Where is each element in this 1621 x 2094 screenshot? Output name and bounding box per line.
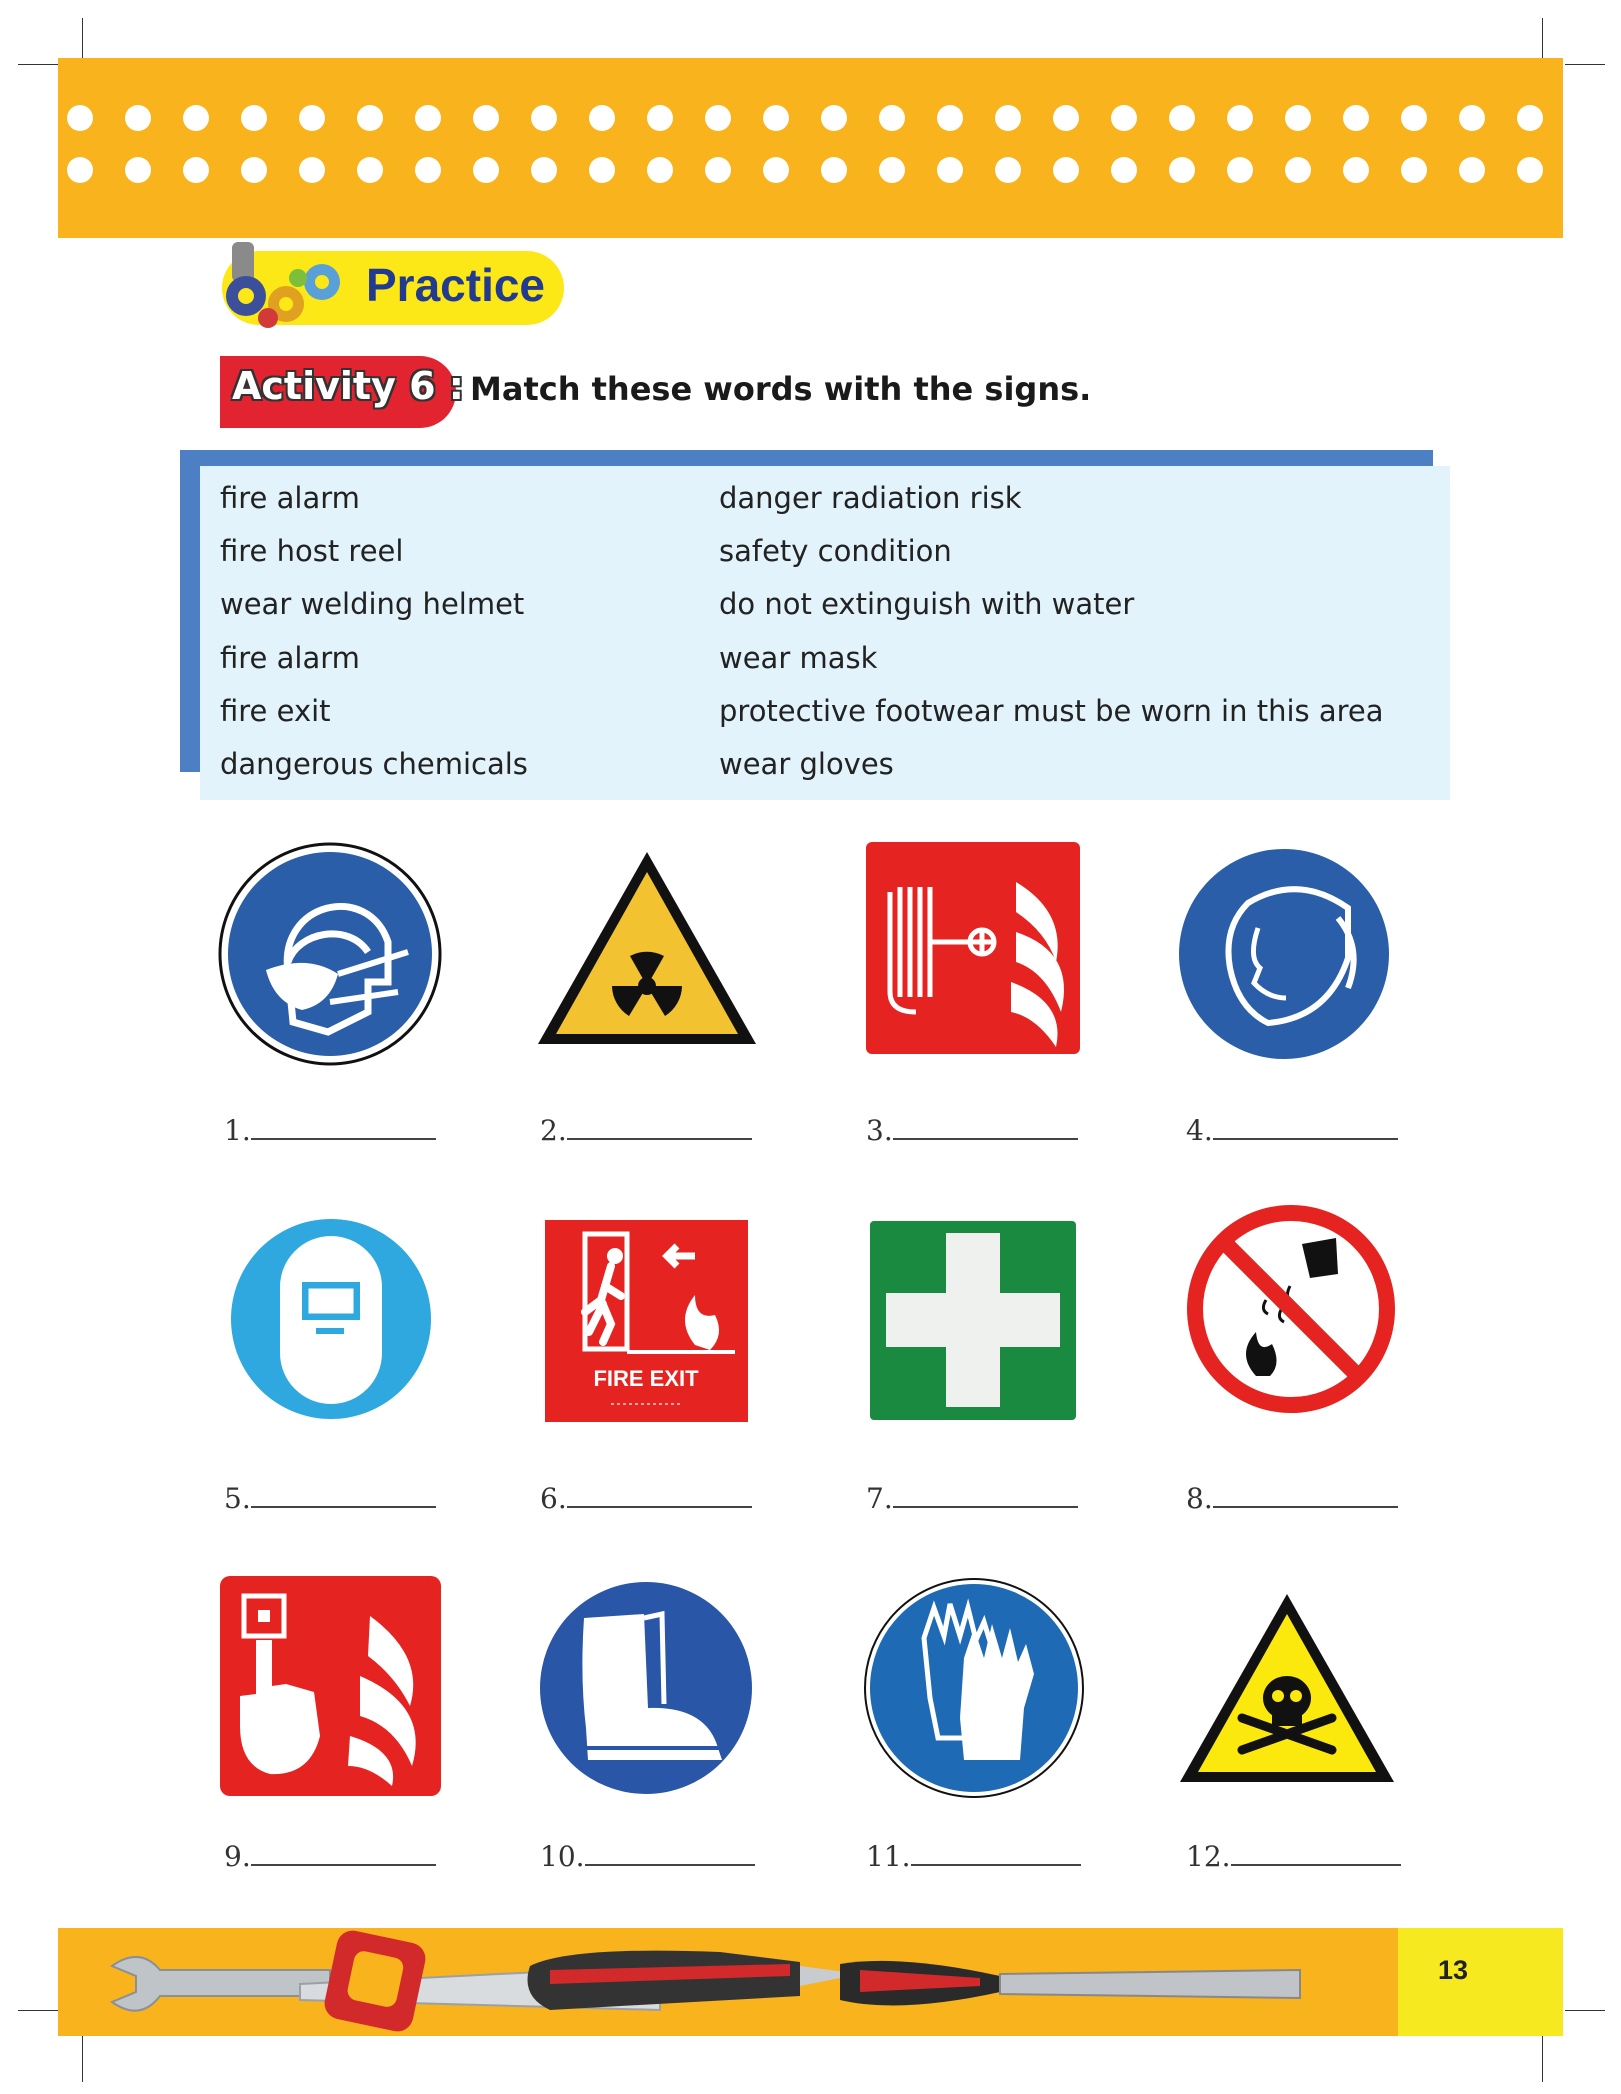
banner-dot <box>937 157 963 183</box>
activity-label: Activity 6 : <box>232 364 464 408</box>
answer-line <box>251 1112 436 1140</box>
answer-blank[interactable] <box>224 1838 436 1873</box>
answer-blank[interactable] <box>866 1838 1081 1873</box>
banner-dots <box>58 96 1563 186</box>
safety-boot-icon <box>536 1578 756 1798</box>
banner-dot <box>415 157 441 183</box>
banner-dot <box>1053 105 1079 131</box>
answer-line <box>893 1480 1078 1508</box>
banner-dot <box>1285 105 1311 131</box>
banner-dot <box>1169 157 1195 183</box>
banner-dot <box>647 157 673 183</box>
answer-blank[interactable] <box>224 1112 436 1147</box>
word-item: fire alarm <box>220 481 360 515</box>
banner-dot <box>473 105 499 131</box>
fire-exit-icon <box>545 1220 748 1422</box>
welding-helmet-icon <box>230 1218 432 1420</box>
answer-line <box>251 1838 436 1866</box>
banner-dot <box>183 157 209 183</box>
banner-dot <box>1459 157 1485 183</box>
word-item: wear mask <box>719 641 878 675</box>
answer-number: 7. <box>866 1482 893 1515</box>
answer-number: 8. <box>1186 1482 1213 1515</box>
answer-line <box>1213 1112 1398 1140</box>
banner-dot <box>995 157 1021 183</box>
banner-dot <box>1053 157 1079 183</box>
answer-blank[interactable] <box>540 1838 755 1873</box>
banner-dot <box>531 105 557 131</box>
answer-line <box>911 1838 1081 1866</box>
banner-dot <box>1401 105 1427 131</box>
banner-dot <box>705 105 731 131</box>
banner-dot <box>531 157 557 183</box>
answer-line <box>251 1480 436 1508</box>
answer-number: 1. <box>224 1114 251 1147</box>
first-aid-cross-icon <box>870 1221 1076 1420</box>
banner-dot <box>1343 157 1369 183</box>
banner-dot <box>67 105 93 131</box>
banner-dot <box>589 105 615 131</box>
word-item: dangerous chemicals <box>220 747 528 781</box>
tools-illustration <box>100 1926 1310 2038</box>
banner-dot <box>473 157 499 183</box>
answer-line <box>567 1112 752 1140</box>
word-item: fire exit <box>220 694 331 728</box>
answer-number: 5. <box>224 1482 251 1515</box>
banner-dot <box>879 157 905 183</box>
answer-blank[interactable] <box>224 1480 436 1515</box>
face-shield-icon <box>1178 848 1390 1060</box>
answer-line <box>1231 1838 1401 1866</box>
answer-blank[interactable] <box>866 1112 1078 1147</box>
banner-dot <box>1517 157 1543 183</box>
banner-dot <box>1459 105 1485 131</box>
banner-dot <box>763 157 789 183</box>
page-number: 13 <box>1437 1955 1468 1985</box>
banner-dot <box>1285 157 1311 183</box>
banner-dot <box>589 157 615 183</box>
banner-dot <box>1111 157 1137 183</box>
answer-number: 4. <box>1186 1114 1213 1147</box>
answer-number: 3. <box>866 1114 893 1147</box>
banner-dot <box>995 105 1021 131</box>
banner-dot <box>67 157 93 183</box>
gloves-icon <box>864 1578 1084 1798</box>
banner-dot <box>821 105 847 131</box>
answer-number: 12. <box>1186 1840 1231 1873</box>
word-item: fire host reel <box>220 534 404 568</box>
crop-mark <box>1565 2010 1605 2011</box>
banner-dot <box>1517 105 1543 131</box>
no-water-extinguish-icon <box>1186 1204 1396 1414</box>
answer-blank[interactable] <box>866 1480 1078 1515</box>
fire-alarm-icon <box>220 1576 441 1796</box>
banner-dot <box>299 105 325 131</box>
banner-dot <box>357 105 383 131</box>
answer-number: 10. <box>540 1840 585 1873</box>
crop-mark <box>1565 64 1605 65</box>
gears-icon <box>218 238 358 330</box>
fire-hose-reel-icon <box>866 842 1080 1054</box>
banner-dot <box>879 105 905 131</box>
word-item: protective footwear must be worn in this area <box>719 694 1384 728</box>
banner-dot <box>705 157 731 183</box>
answer-line <box>585 1838 755 1866</box>
utility-knife-icon <box>528 1951 861 2010</box>
fire-exit-text: FIRE EXIT <box>593 1366 699 1391</box>
banner-dot <box>357 157 383 183</box>
word-item: wear gloves <box>719 747 894 781</box>
word-item: do not extinguish with water <box>719 587 1135 621</box>
radiation-icon <box>534 848 760 1048</box>
banner-dot <box>1343 105 1369 131</box>
banner-dot <box>1227 157 1253 183</box>
answer-line <box>1213 1480 1398 1508</box>
answer-number: 9. <box>224 1840 251 1873</box>
answer-blank[interactable] <box>540 1480 752 1515</box>
crop-mark <box>82 2036 83 2082</box>
answer-line <box>567 1480 752 1508</box>
file-tool-icon <box>840 1961 1300 2006</box>
banner-dot <box>241 157 267 183</box>
toxic-skull-icon <box>1176 1590 1398 1786</box>
banner-dot <box>125 105 151 131</box>
crop-mark <box>1542 2036 1543 2082</box>
answer-blank[interactable] <box>1186 1838 1401 1873</box>
banner-dot <box>1227 105 1253 131</box>
activity-instruction: Match these words with the signs. <box>470 370 1092 408</box>
banner-dot <box>1111 105 1137 131</box>
banner-dot <box>937 105 963 131</box>
banner-dot <box>299 157 325 183</box>
answer-number: 11. <box>866 1840 911 1873</box>
practice-title: Practice <box>366 259 546 311</box>
word-item: safety condition <box>719 534 952 568</box>
word-item: danger radiation risk <box>719 481 1022 515</box>
answer-line <box>893 1112 1078 1140</box>
mask-icon <box>218 842 442 1066</box>
banner-dot <box>183 105 209 131</box>
banner-dot <box>763 105 789 131</box>
banner-dot <box>125 157 151 183</box>
answer-blank[interactable] <box>1186 1480 1398 1515</box>
answer-number: 6. <box>540 1482 567 1515</box>
banner-dot <box>241 105 267 131</box>
answer-blank[interactable] <box>1186 1112 1398 1147</box>
wrench-icon <box>112 1957 330 2011</box>
answer-blank[interactable] <box>540 1112 752 1147</box>
banner-dot <box>1401 157 1427 183</box>
banner-dot <box>1169 105 1195 131</box>
banner-dot <box>821 157 847 183</box>
word-item: wear welding helmet <box>220 587 525 621</box>
banner-dot <box>415 105 441 131</box>
banner-dot <box>647 105 673 131</box>
answer-number: 2. <box>540 1114 567 1147</box>
word-item: fire alarm <box>220 641 360 675</box>
